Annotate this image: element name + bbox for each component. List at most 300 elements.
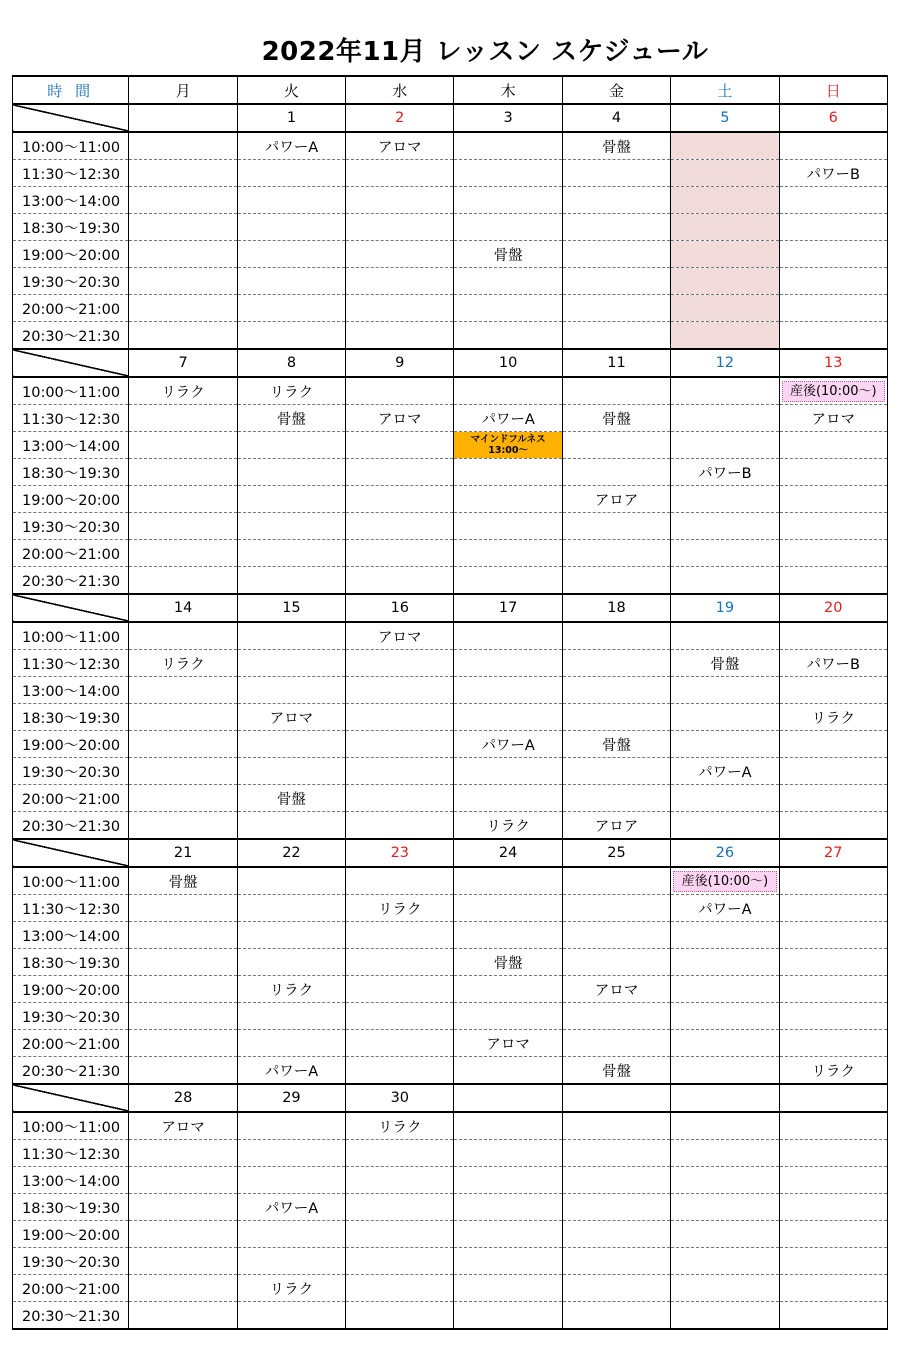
lesson-cell xyxy=(454,1275,562,1302)
time-slot-label: 18:30～19:30 xyxy=(13,1194,129,1221)
lesson-cell xyxy=(562,758,670,785)
lesson-cell xyxy=(562,1003,670,1030)
lesson-cell xyxy=(671,1167,779,1194)
lesson-cell: リラク xyxy=(779,1057,887,1085)
time-slot-row xyxy=(13,895,888,922)
date-cell: 3 xyxy=(454,104,562,132)
date-cell: 4 xyxy=(562,104,670,132)
lesson-cell xyxy=(779,459,887,486)
time-slot-label: 10:00～11:00 xyxy=(13,622,129,650)
lesson-cell xyxy=(454,677,562,704)
lesson-cell xyxy=(779,758,887,785)
lesson-cell xyxy=(129,758,237,785)
lesson-cell xyxy=(454,704,562,731)
lesson-cell xyxy=(454,432,562,459)
weekday-header-tue: 火 xyxy=(237,76,345,104)
lesson-cell xyxy=(346,1275,454,1302)
date-cell: 15 xyxy=(237,594,345,622)
lesson-cell xyxy=(346,540,454,567)
lesson-cell xyxy=(562,785,670,812)
lesson-cell: 骨盤 xyxy=(454,241,562,268)
lesson-cell: アロマ xyxy=(346,405,454,432)
postnatal-lesson-badge: 産後(10:00～) xyxy=(782,381,885,402)
time-slot-row xyxy=(13,567,888,595)
lesson-cell xyxy=(237,513,345,540)
time-slot-label: 18:30～19:30 xyxy=(13,214,129,241)
lesson-cell xyxy=(779,1302,887,1330)
lesson-cell: アロマ xyxy=(346,622,454,650)
lesson-cell xyxy=(454,785,562,812)
lesson-cell xyxy=(129,622,237,650)
lesson-cell xyxy=(129,132,237,160)
lesson-cell xyxy=(779,1194,887,1221)
lesson-cell xyxy=(237,1248,345,1275)
lesson-cell xyxy=(346,241,454,268)
lesson-cell xyxy=(779,132,887,160)
time-slot-label: 19:30～20:30 xyxy=(13,1003,129,1030)
lesson-cell xyxy=(129,432,237,459)
weekday-header-wed: 水 xyxy=(346,76,454,104)
lesson-cell xyxy=(346,976,454,1003)
lesson-cell xyxy=(129,1275,237,1302)
time-slot-label: 11:30～12:30 xyxy=(13,405,129,432)
lesson-cell xyxy=(562,567,670,595)
date-cell: 9 xyxy=(346,349,454,377)
lesson-cell xyxy=(562,214,670,241)
lesson-cell xyxy=(237,922,345,949)
time-slot-row xyxy=(13,241,888,268)
lesson-cell xyxy=(562,187,670,214)
lesson-cell xyxy=(562,922,670,949)
lesson-cell xyxy=(454,295,562,322)
time-slot-label: 19:30～20:30 xyxy=(13,758,129,785)
lesson-cell xyxy=(671,1057,779,1085)
weekday-header-fri: 金 xyxy=(562,76,670,104)
lesson-cell: 骨盤 xyxy=(671,650,779,677)
week-date-row xyxy=(13,839,888,867)
lesson-cell xyxy=(129,214,237,241)
lesson-cell xyxy=(562,1140,670,1167)
lesson-cell xyxy=(671,622,779,650)
lesson-cell xyxy=(454,322,562,350)
lesson-cell xyxy=(562,160,670,187)
lesson-cell: リラク xyxy=(779,704,887,731)
lesson-cell xyxy=(237,1112,345,1140)
lesson-cell xyxy=(129,459,237,486)
lesson-cell xyxy=(779,949,887,976)
lesson-cell xyxy=(129,486,237,513)
lesson-cell xyxy=(779,1030,887,1057)
lesson-cell xyxy=(454,513,562,540)
lesson-cell xyxy=(454,867,562,895)
time-slot-label: 19:00～20:00 xyxy=(13,241,129,268)
lesson-cell xyxy=(562,513,670,540)
lesson-cell: パワーB xyxy=(671,459,779,486)
lesson-cell xyxy=(671,432,779,459)
lesson-cell xyxy=(671,1030,779,1057)
lesson-cell xyxy=(346,187,454,214)
time-slot-row xyxy=(13,812,888,840)
lesson-cell: 骨盤 xyxy=(129,867,237,895)
time-slot-label: 11:30～12:30 xyxy=(13,160,129,187)
lesson-cell xyxy=(129,704,237,731)
lesson-cell: アロマ xyxy=(129,1112,237,1140)
lesson-cell xyxy=(129,322,237,350)
lesson-cell xyxy=(237,322,345,350)
time-slot-row xyxy=(13,976,888,1003)
time-slot-label: 20:00～21:00 xyxy=(13,1275,129,1302)
lesson-cell: 骨盤 xyxy=(237,785,345,812)
lesson-cell xyxy=(562,1112,670,1140)
postnatal-lesson-badge: 産後(10:00～) xyxy=(673,871,776,892)
lesson-cell xyxy=(779,567,887,595)
date-cell: 24 xyxy=(454,839,562,867)
date-cell: 23 xyxy=(346,839,454,867)
lesson-cell xyxy=(129,1248,237,1275)
lesson-cell xyxy=(562,1194,670,1221)
lesson-cell xyxy=(346,758,454,785)
lesson-cell xyxy=(346,1003,454,1030)
lesson-cell xyxy=(779,322,887,350)
time-slot-label: 20:30～21:30 xyxy=(13,812,129,840)
lesson-cell xyxy=(562,677,670,704)
lesson-cell xyxy=(346,432,454,459)
lesson-cell xyxy=(562,650,670,677)
lesson-cell xyxy=(779,513,887,540)
date-cell: 21 xyxy=(129,839,237,867)
lesson-cell xyxy=(671,241,779,268)
lesson-cell xyxy=(129,812,237,840)
date-cell xyxy=(454,1084,562,1112)
time-slot-row xyxy=(13,1194,888,1221)
lesson-cell xyxy=(562,1167,670,1194)
lesson-cell xyxy=(129,160,237,187)
lesson-cell xyxy=(671,1248,779,1275)
lesson-cell xyxy=(779,922,887,949)
lesson-cell xyxy=(237,540,345,567)
lesson-cell xyxy=(779,867,887,895)
lesson-cell xyxy=(454,132,562,160)
lesson-cell xyxy=(562,867,670,895)
lesson-cell: アロマ xyxy=(779,405,887,432)
lesson-cell xyxy=(346,812,454,840)
time-slot-row xyxy=(13,459,888,486)
time-slot-label: 13:00～14:00 xyxy=(13,432,129,459)
time-slot-row xyxy=(13,187,888,214)
lesson-cell xyxy=(779,731,887,758)
lesson-cell xyxy=(129,1302,237,1330)
lesson-cell xyxy=(237,812,345,840)
lesson-cell xyxy=(346,486,454,513)
lesson-cell xyxy=(454,976,562,1003)
time-slot-row xyxy=(13,432,888,459)
time-slot-label: 11:30～12:30 xyxy=(13,895,129,922)
lesson-cell xyxy=(454,540,562,567)
lesson-cell xyxy=(129,513,237,540)
lesson-cell xyxy=(237,1302,345,1330)
date-cell xyxy=(671,1084,779,1112)
lesson-cell xyxy=(454,1112,562,1140)
lesson-cell xyxy=(237,268,345,295)
lesson-cell xyxy=(562,540,670,567)
date-cell: 17 xyxy=(454,594,562,622)
lesson-cell xyxy=(346,377,454,405)
date-cell: 20 xyxy=(779,594,887,622)
lesson-cell xyxy=(779,268,887,295)
lesson-cell xyxy=(562,949,670,976)
lesson-cell xyxy=(237,187,345,214)
lesson-cell xyxy=(779,1221,887,1248)
lesson-cell xyxy=(346,1167,454,1194)
weekday-header-sun: 日 xyxy=(779,76,887,104)
date-cell: 12 xyxy=(671,349,779,377)
lesson-cell xyxy=(346,1194,454,1221)
date-cell: 10 xyxy=(454,349,562,377)
lesson-cell xyxy=(671,1221,779,1248)
time-slot-row xyxy=(13,322,888,350)
date-cell xyxy=(779,1084,887,1112)
lesson-cell xyxy=(346,513,454,540)
lesson-cell: アロマ xyxy=(237,704,345,731)
diagonal-corner-cell xyxy=(13,594,129,622)
lesson-cell xyxy=(129,567,237,595)
lesson-cell xyxy=(671,731,779,758)
lesson-cell xyxy=(779,377,887,405)
lesson-cell xyxy=(237,677,345,704)
lesson-cell xyxy=(671,677,779,704)
date-cell: 25 xyxy=(562,839,670,867)
lesson-cell xyxy=(346,322,454,350)
time-slot-label: 10:00～11:00 xyxy=(13,132,129,160)
lesson-cell xyxy=(129,405,237,432)
time-slot-row xyxy=(13,1112,888,1140)
date-cell xyxy=(562,1084,670,1112)
time-slot-row xyxy=(13,622,888,650)
diagonal-corner-cell xyxy=(13,349,129,377)
time-slot-row xyxy=(13,677,888,704)
lesson-cell xyxy=(454,187,562,214)
lesson-cell xyxy=(237,241,345,268)
lesson-cell xyxy=(237,1140,345,1167)
lesson-cell: リラク xyxy=(237,1275,345,1302)
lesson-cell xyxy=(671,1302,779,1330)
lesson-cell xyxy=(671,704,779,731)
lesson-cell xyxy=(129,241,237,268)
lesson-cell xyxy=(671,922,779,949)
lesson-cell xyxy=(237,867,345,895)
lesson-cell xyxy=(671,214,779,241)
date-cell xyxy=(129,104,237,132)
weekday-header-row xyxy=(13,76,888,104)
time-slot-row xyxy=(13,214,888,241)
lesson-cell xyxy=(129,540,237,567)
lesson-cell xyxy=(562,1302,670,1330)
time-slot-row xyxy=(13,867,888,895)
time-slot-label: 19:30～20:30 xyxy=(13,268,129,295)
lesson-cell xyxy=(454,459,562,486)
lesson-cell xyxy=(237,758,345,785)
lesson-cell xyxy=(671,486,779,513)
weekday-header-sat: 土 xyxy=(671,76,779,104)
date-cell: 5 xyxy=(671,104,779,132)
lesson-cell xyxy=(346,1248,454,1275)
lesson-cell xyxy=(562,459,670,486)
lesson-cell xyxy=(454,214,562,241)
schedule-table xyxy=(12,75,888,1330)
time-slot-row xyxy=(13,1221,888,1248)
time-slot-row xyxy=(13,1030,888,1057)
lesson-cell xyxy=(346,677,454,704)
lesson-cell xyxy=(237,1167,345,1194)
lesson-cell xyxy=(454,758,562,785)
time-slot-label: 13:00～14:00 xyxy=(13,187,129,214)
lesson-cell xyxy=(454,622,562,650)
time-slot-label: 20:00～21:00 xyxy=(13,540,129,567)
time-slot-label: 20:00～21:00 xyxy=(13,295,129,322)
time-slot-label: 18:30～19:30 xyxy=(13,949,129,976)
time-slot-row xyxy=(13,486,888,513)
time-slot-label: 20:30～21:30 xyxy=(13,1057,129,1085)
lesson-cell xyxy=(237,622,345,650)
lesson-cell xyxy=(346,1030,454,1057)
lesson-cell xyxy=(237,486,345,513)
date-cell: 29 xyxy=(237,1084,345,1112)
lesson-cell xyxy=(237,295,345,322)
weekday-header-mon: 月 xyxy=(129,76,237,104)
lesson-cell xyxy=(671,513,779,540)
lesson-cell xyxy=(454,567,562,595)
lesson-cell xyxy=(671,949,779,976)
time-slot-label: 19:00～20:00 xyxy=(13,486,129,513)
lesson-cell xyxy=(237,459,345,486)
lesson-cell xyxy=(129,1167,237,1194)
lesson-cell xyxy=(779,1003,887,1030)
lesson-cell xyxy=(779,1248,887,1275)
lesson-cell: 骨盤 xyxy=(562,1057,670,1085)
date-cell: 30 xyxy=(346,1084,454,1112)
lesson-cell xyxy=(671,1112,779,1140)
lesson-cell xyxy=(129,949,237,976)
lesson-cell xyxy=(454,1003,562,1030)
lesson-cell xyxy=(779,677,887,704)
lesson-cell: アロア xyxy=(562,486,670,513)
lesson-cell xyxy=(346,214,454,241)
lesson-cell xyxy=(129,677,237,704)
lesson-cell xyxy=(562,1221,670,1248)
lesson-cell: リラク xyxy=(129,650,237,677)
lesson-cell: 骨盤 xyxy=(562,731,670,758)
time-slot-label: 19:30～20:30 xyxy=(13,1248,129,1275)
lesson-cell xyxy=(779,1112,887,1140)
time-slot-label: 20:30～21:30 xyxy=(13,322,129,350)
lesson-cell xyxy=(346,922,454,949)
time-slot-row xyxy=(13,1275,888,1302)
lesson-cell xyxy=(779,295,887,322)
lesson-cell xyxy=(454,486,562,513)
time-slot-row xyxy=(13,949,888,976)
lesson-cell xyxy=(237,650,345,677)
time-slot-row xyxy=(13,268,888,295)
time-slot-label: 20:00～21:00 xyxy=(13,1030,129,1057)
time-slot-label: 10:00～11:00 xyxy=(13,377,129,405)
lesson-cell xyxy=(779,1275,887,1302)
lesson-cell xyxy=(779,540,887,567)
lesson-cell xyxy=(454,1057,562,1085)
lesson-cell xyxy=(237,731,345,758)
lesson-cell xyxy=(671,976,779,1003)
lesson-cell xyxy=(779,895,887,922)
time-slot-label: 13:00～14:00 xyxy=(13,1167,129,1194)
lesson-cell xyxy=(454,1167,562,1194)
page-title: 2022年11月 レッスン スケジュール xyxy=(261,37,709,67)
lesson-cell xyxy=(454,1248,562,1275)
date-cell: 19 xyxy=(671,594,779,622)
lesson-cell xyxy=(671,377,779,405)
lesson-cell xyxy=(671,1194,779,1221)
date-cell: 11 xyxy=(562,349,670,377)
lesson-cell xyxy=(129,187,237,214)
date-cell: 13 xyxy=(779,349,887,377)
diagonal-corner-cell xyxy=(13,1084,129,1112)
lesson-cell: パワーB xyxy=(779,650,887,677)
lesson-cell: パワーA xyxy=(237,1194,345,1221)
date-cell: 16 xyxy=(346,594,454,622)
lesson-cell xyxy=(562,1030,670,1057)
time-slot-label: 10:00～11:00 xyxy=(13,1112,129,1140)
time-slot-row xyxy=(13,295,888,322)
time-slot-row xyxy=(13,758,888,785)
lesson-cell xyxy=(671,785,779,812)
lesson-cell xyxy=(454,1302,562,1330)
lesson-cell xyxy=(237,160,345,187)
date-cell: 2 xyxy=(346,104,454,132)
lesson-cell xyxy=(671,1140,779,1167)
lesson-cell xyxy=(562,377,670,405)
time-slot-label: 13:00～14:00 xyxy=(13,922,129,949)
lesson-cell xyxy=(129,295,237,322)
lesson-cell xyxy=(454,922,562,949)
lesson-cell: 骨盤 xyxy=(562,132,670,160)
lesson-cell xyxy=(346,459,454,486)
lesson-cell xyxy=(346,867,454,895)
lesson-cell xyxy=(237,567,345,595)
lesson-cell: アロマ xyxy=(562,976,670,1003)
lesson-cell xyxy=(237,1030,345,1057)
time-slot-row xyxy=(13,785,888,812)
time-slot-label: 18:30～19:30 xyxy=(13,704,129,731)
lesson-cell xyxy=(346,731,454,758)
lesson-cell xyxy=(671,295,779,322)
lesson-cell: アロマ xyxy=(346,132,454,160)
date-cell: 6 xyxy=(779,104,887,132)
time-slot-row xyxy=(13,540,888,567)
time-slot-row xyxy=(13,132,888,160)
lesson-cell xyxy=(454,650,562,677)
date-cell: 1 xyxy=(237,104,345,132)
lesson-cell xyxy=(779,1167,887,1194)
time-slot-row xyxy=(13,731,888,758)
lesson-cell xyxy=(129,1221,237,1248)
lesson-cell xyxy=(779,622,887,650)
week-date-row xyxy=(13,594,888,622)
lesson-cell xyxy=(346,1057,454,1085)
lesson-cell xyxy=(237,895,345,922)
lesson-cell xyxy=(671,812,779,840)
time-slot-label: 20:00～21:00 xyxy=(13,785,129,812)
lesson-cell: パワーB xyxy=(779,160,887,187)
lesson-cell xyxy=(346,785,454,812)
lesson-cell xyxy=(671,268,779,295)
